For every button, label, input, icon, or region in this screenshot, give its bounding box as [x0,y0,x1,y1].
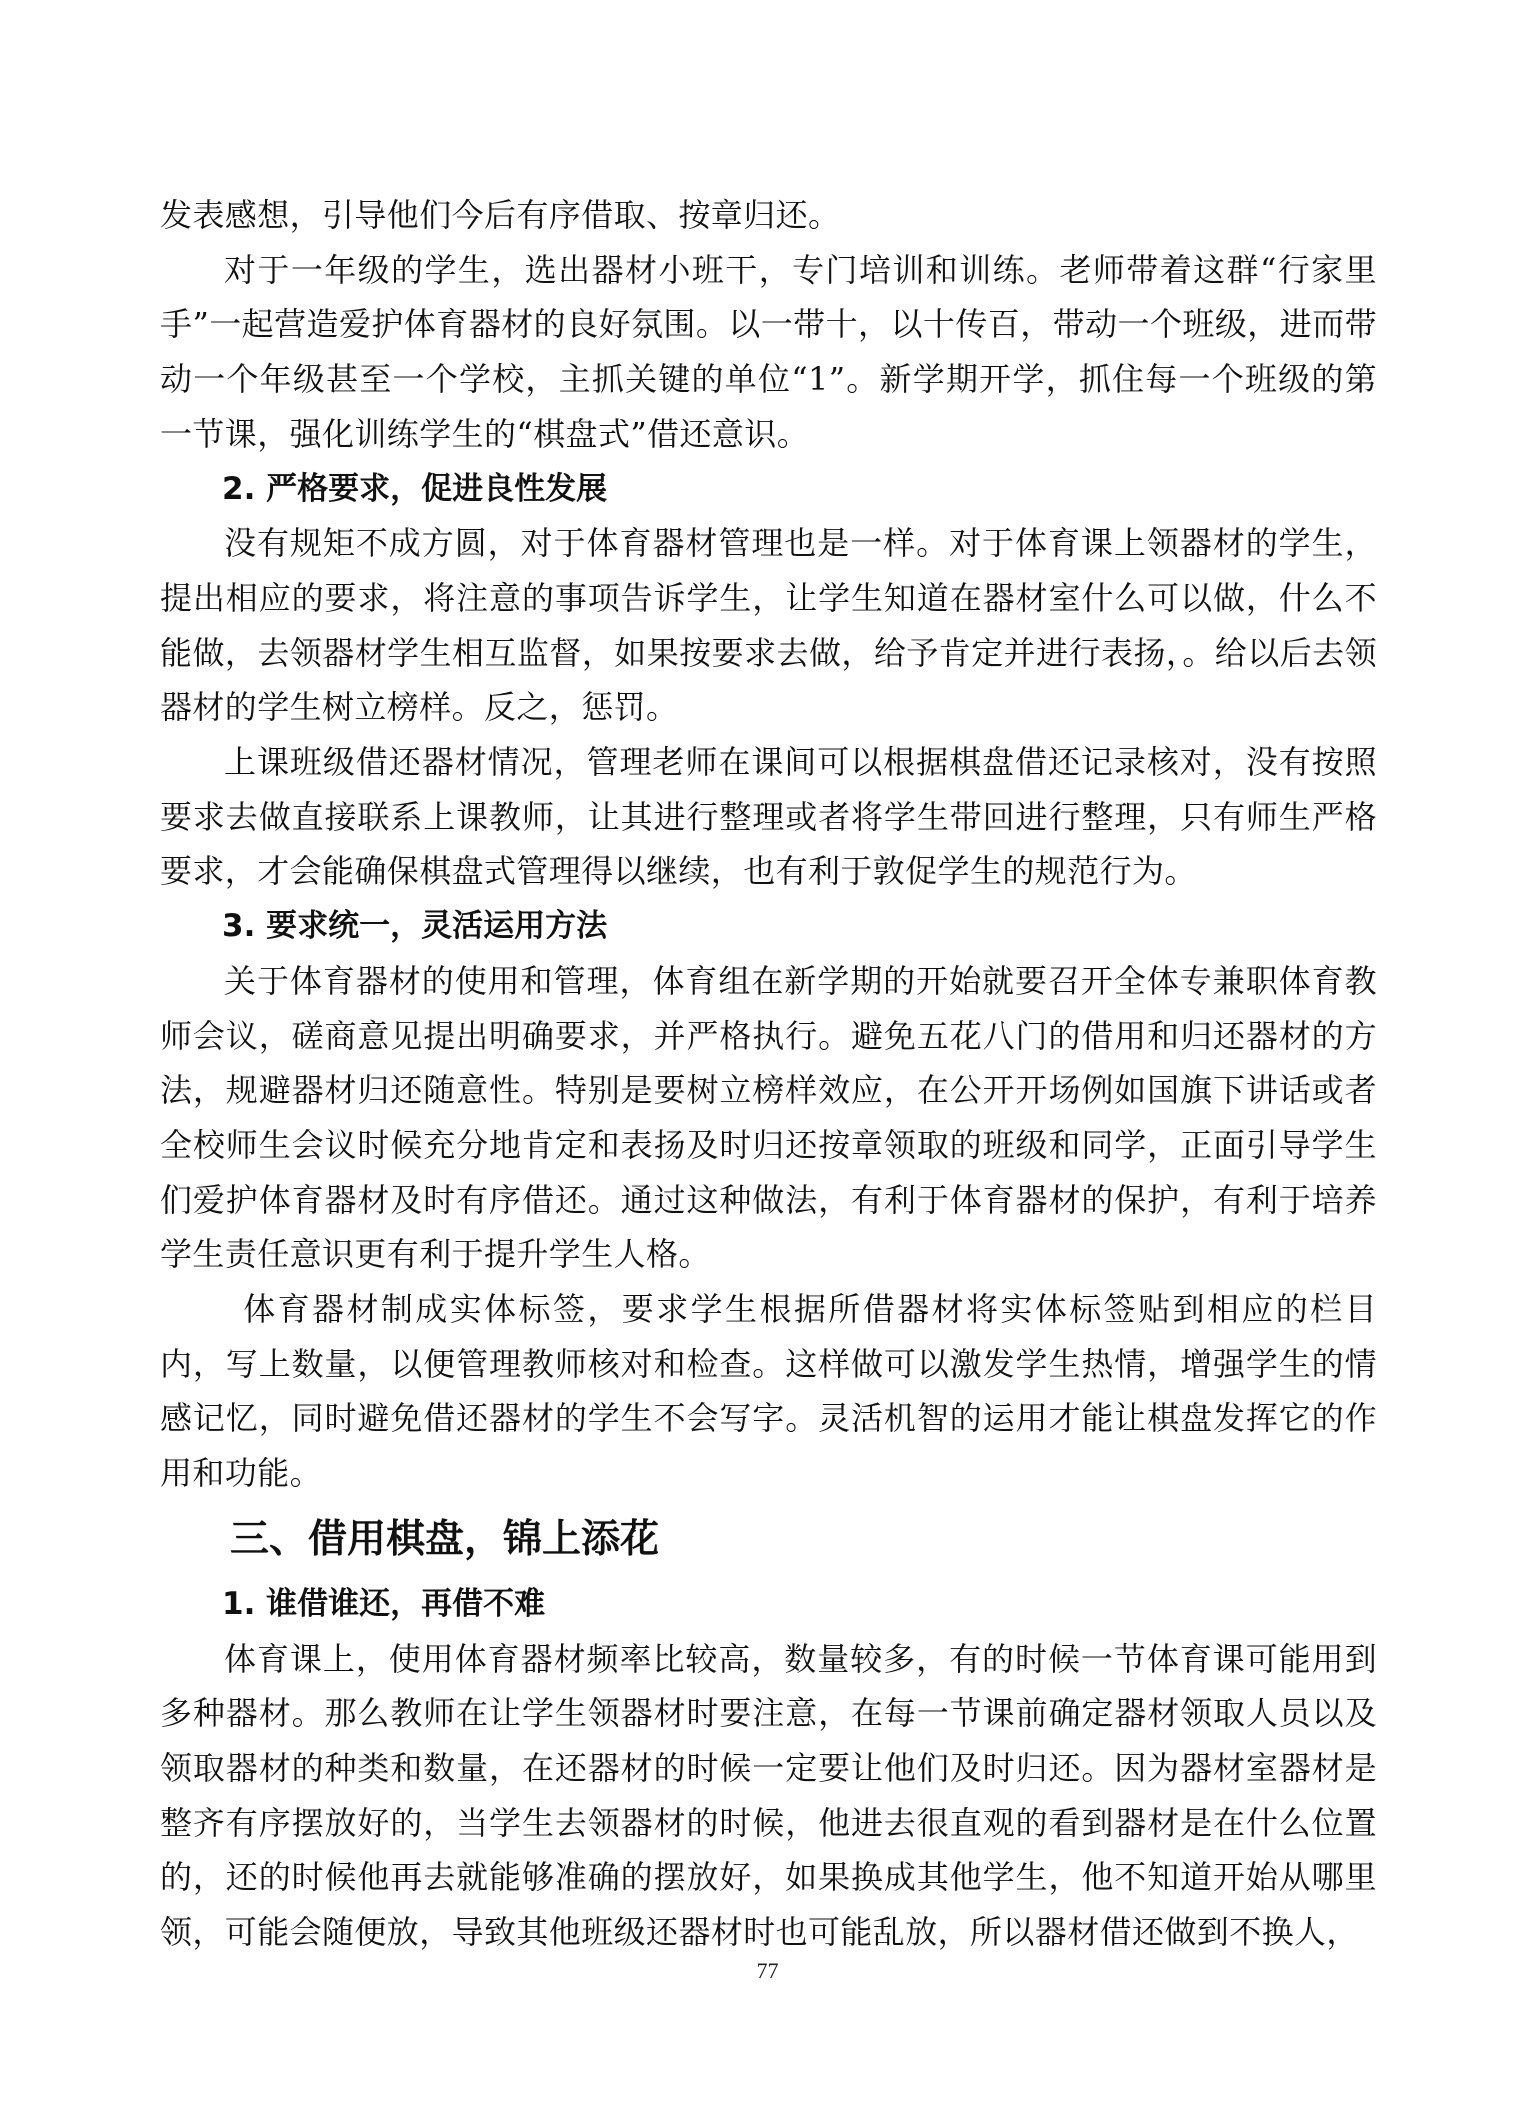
subheading-who-borrows-returns: 1. 谁借谁还，再借不难 [222,1585,546,1622]
subheading-strict-requirements: 2. 严格要求，促进良性发展 [222,470,608,507]
paragraph-first-grade: 对于一年级的学生，选出器材小班干，专门培训和训练。老师带着这群“行家里手”一起营造爱护体育器材的良好氛围。以一带十，以十传百，带动一个班级，进而带动一个年级甚至一个学校，主抓关键的单位“1”。新学期开学，抓住每一个班级的第一节课，强化训练学生的“棋盘式”借还意识。 [160,250,1377,453]
section-heading-borrowing-board: 三、借用棋盘，锦上添花 [230,1516,660,1562]
subheading-unified-requirements: 3. 要求统一，灵活运用方法 [222,908,608,945]
paragraph-rules: 没有规矩不成方圆，对于体育器材管理也是一样。对于体育课上领器材的学生，提出相应的要求，将注意的事项告诉学生，让学生知道在器材室什么可以做，什么不能做，去领器材学生相互监督，如果按要求去做，给予肯定并进行表扬，。给以后去领器材的学生树立榜样。反之，惩罚。 [160,524,1377,727]
paragraph-pe-class: 体育课上，使用体育器材频率比较高，数量较多，有的时候一节体育课可能用到多种器材。那么教师在让学生领器材时要注意，在每一节课前确定器材领取人员以及领取器材的种类和数量，在还器材的时候一定要让他们及时归还。因为器材室器材是整齐有序摆放好的，当学生去领器材的时候，他进去很直观的看到器材是在什么位置的，还的时候他再去就能够准确的摆放好，如果换成其他学生，他不知道开始从哪里领，可能会随便放，导致其他班级还器材时也可能乱放，所以器材借还做到不换人， [160,1639,1377,1952]
paragraph-physical-labels: 体育器材制成实体标签，要求学生根据所借器材将实体标签贴到相应的栏目内，写上数量，以便管理教师核对和检查。这样做可以激发学生热情，增强学生的情感记忆，同时避免借还器材的学生不会写字。灵活机智的运用才能让棋盘发挥它的作用和功能。 [160,1290,1377,1493]
document-body [160,188,1377,1960]
paragraph-continued: 发表感想，引导他们今后有序借取、按章归还。 [160,196,841,234]
page-number: 77 [756,1958,779,1983]
paragraph-class-borrowing: 上课班级借还器材情况，管理老师在课间可以根据棋盘借还记录核对，没有按照要求去做直接联系上课教师，让其进行整理或者将学生带回进行整理，只有师生严格要求，才会能确保棋盘式管理得以继续，也有利于敦促学生的规范行为。 [160,743,1377,891]
paragraph-equipment-management: 关于体育器材的使用和管理，体育组在新学期的开始就要召开全体专兼职体育教师会议，磋商意见提出明确要求，并严格执行。避免五花八门的借用和归还器材的方法，规避器材归还随意性。特别是要树立榜样效应，在公开开场例如国旗下讲话或者全校师生会议时候充分地肯定和表扬及时归还按章领取的班级和同学，正面引导学生们爱护体育器材及时有序借还。通过这种做法，有利于体育器材的保护，有利于培养学生责任意识更有利于提升学生人格。 [160,961,1377,1274]
